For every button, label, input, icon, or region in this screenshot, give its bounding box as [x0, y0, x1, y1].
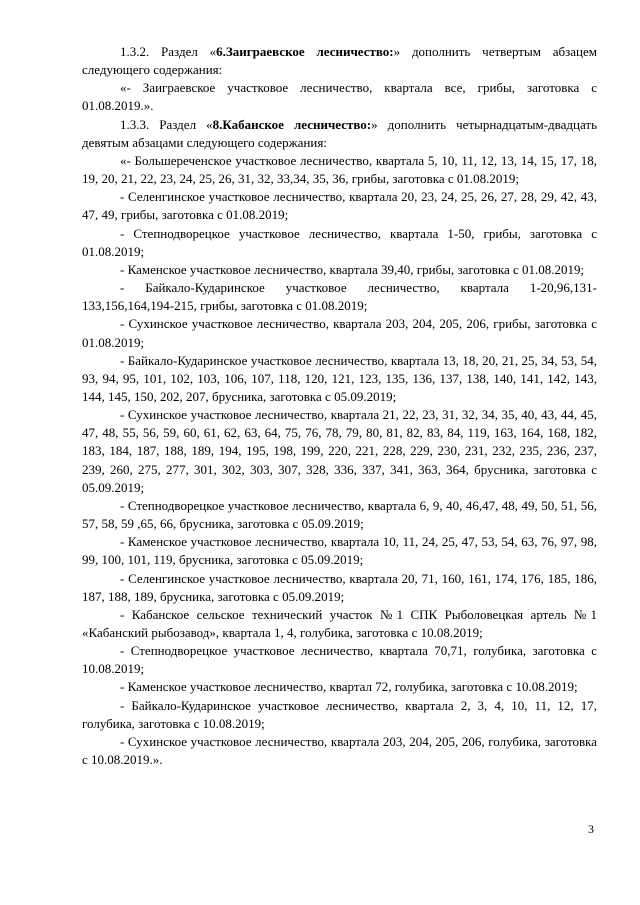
list-item: - Степнодворецкое участковое лесничество, квартала 70,71, голубика, заготовка с 10.08.2019;: [82, 643, 597, 677]
list-item: - Степнодворецкое участковое лесничество, квартала 6, 9, 40, 46,47, 48, 49, 50, 51, 56, 57, 58, 59 ,65, 66, брусника, заготовка с 05.09.2019;: [82, 497, 597, 532]
list-item: - Сухинское участковое лесничество, квартала 203, 204, 205, 206, грибы, заготовка с 01.08.2019;: [82, 316, 597, 350]
kabanskoe-additions-list: [82, 152, 597, 769]
document-body: [82, 43, 597, 769]
paragraph-1-3-3-pre: 1.3.3. Раздел «: [120, 116, 213, 132]
list-item: - Селенгинское участковое лесничество, квартала 20, 71, 160, 161, 174, 176, 185, 186, 187, 188, 189, брусника, заготовка с 05.09.2019;: [82, 570, 597, 604]
list-item: - Каменское участковое лесничество, квартала 39,40, грибы, заготовка с 01.08.2019;: [120, 261, 585, 277]
list-item: - Сухинское участковое лесничество, квартала 203, 204, 205, 206, голубика, заготовка с 10.08.2019.».: [82, 733, 597, 768]
list-item: «- Большереченское участковое лесничество, квартала 5, 10, 11, 12, 13, 14, 15, 17, 18, 19, 20, 21, 22, 23, 24, 25, 26, 31, 32, 33,34, 35, 36, грибы, заготовка с 01.08.2019;: [82, 152, 597, 187]
list-item: - Байкало-Кударинское участковое лесничество, квартала 2, 3, 4, 10, 11, 12, 17, голубика, заготовка с 10.08.2019;: [82, 697, 597, 731]
section-title-kabanskoe: 8.Кабанское лесничество:: [212, 116, 372, 132]
paragraph-1-3-2-pre: 1.3.2. Раздел «: [120, 44, 217, 59]
list-item: - Кабанское сельское технический участок №1 СПК Рыболовецкая артель №1 «Кабанский рыбозавод», квартала 1, 4, голубика, заготовка с 10.08.2019;: [82, 606, 597, 640]
list-item: - Селенгинское участковое лесничество, квартала 20, 23, 24, 25, 26, 27, 28, 29, 42, 43, 47, 49, грибы, заготовка с 01.08.2019;: [82, 189, 597, 223]
list-item: - Байкало-Кударинское участковое лесничество, квартала 13, 18, 20, 21, 25, 34, 53, 54, 93, 94, 95, 101, 102, 103, 106, 107, 118, 120, 121, 123, 135, 136, 137, 138, 140, 141, 142, 143, 144, 145, 150, 202, 207, брусника, заготовка с 05.09.2019;: [82, 352, 597, 404]
section-title-zaigraevskoe: 6.Заиграевское лесничество:: [216, 44, 394, 59]
list-item: - Каменское участковое лесничество, квартал 72, голубика, заготовка с 10.08.2019;: [120, 679, 578, 695]
paragraph-1-3-3-post: » дополнить четырнадцатым-двадцать девятым абзацами следующего содержания:: [82, 116, 598, 150]
list-item: - Каменское участковое лесничество, квартала 10, 11, 24, 25, 47, 53, 54, 63, 76, 97, 98, 99, 100, 101, 119, брусника, заготовка с 05.09.2019;: [82, 534, 597, 568]
list-item: - Степнодворецкое участковое лесничество, квартала 1-50, грибы, заготовка с 01.08.2019;: [82, 225, 597, 259]
page-number: 3: [588, 822, 594, 836]
paragraph-1-3-3: [82, 116, 597, 152]
paragraph-zaigraevo-addition: «- Заиграевское участковое лесничество, квартала все, грибы, заготовка с 01.08.2019.».: [82, 80, 597, 114]
list-item: - Сухинское участковое лесничество, квартала 21, 22, 23, 31, 32, 34, 35, 40, 43, 44, 45, 47, 48, 55, 56, 59, 60, 61, 62, 63, 64, 75, 76, 78, 79, 80, 81, 82, 83, 84, 119, 163, 164, 168, 182, 183, 184, 187, 188, 189, 194, 195, 198, 199, 220, 221, 228, 229, 230, 231, 232, 235, 236, 237, 239, 260, 275, 277, 301, 302, 303, 307, 328, 336, 337, 341, 363, 364, брусника, заготовка с 05.09.2019;: [82, 407, 597, 495]
list-item: - Байкало-Кударинское участковое лесничество, квартала 1-20,96,131-133,156,164,194-215, грибы, заготовка с 01.08.2019;: [82, 280, 597, 314]
paragraph-1-3-2-post: » дополнить четвертым абзацем следующего содержания:: [82, 44, 597, 78]
paragraph-1-3-2: [82, 43, 597, 79]
